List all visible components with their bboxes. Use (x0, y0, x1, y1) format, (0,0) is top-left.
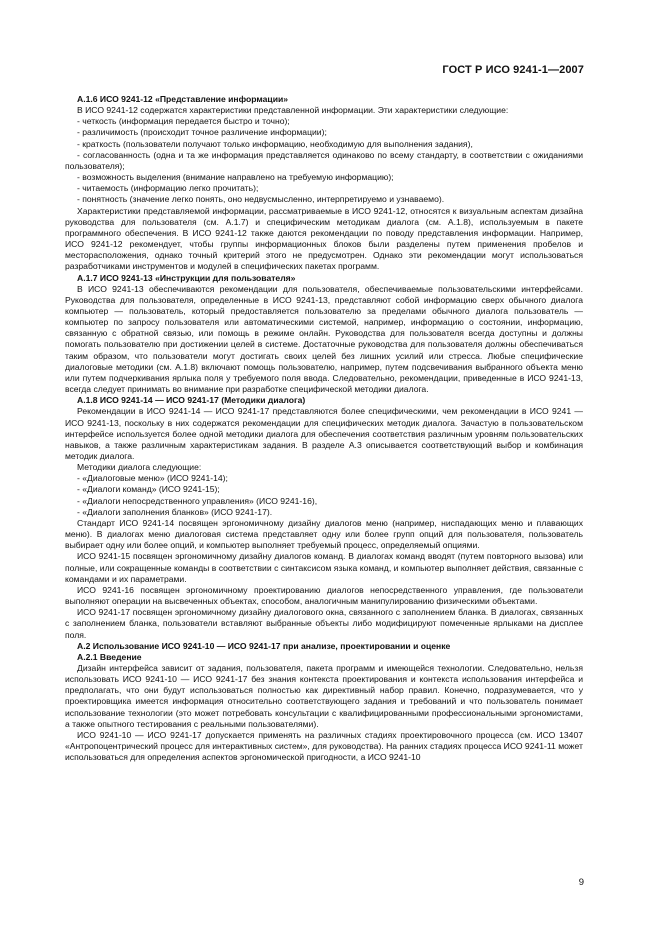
section-heading: А.2 Использование ИСО 9241-10 — ИСО 9241-17 при анализе, проектировании и оценке (77, 640, 451, 651)
list-item: - четкость (информация передается быстро и точно); (77, 116, 290, 127)
section-heading: А.1.6 ИСО 9241-12 «Представление информации» (77, 94, 289, 104)
list-item: - читаемость (информацию легко прочитать); (77, 183, 259, 194)
list-item: - различимость (происходит точное различение информации); (77, 127, 327, 138)
section-heading: А.1.7 ИСО 9241-13 «Инструкции для пользователя» (77, 272, 296, 283)
paragraph: ИСО 9241-17 посвящен эргономичному дизайну диалогового окна, связанного с заполнением бланка. В диалогах, связанных с заполнением бланка, пользователи вставляют выбранные объекты либо модифицируют помеченные ярлыками на дисплее поля. (65, 607, 583, 640)
list-item: - возможность выделения (внимание направлено на требуемую информацию); (77, 172, 394, 183)
list-item: - «Диалоги команд» (ИСО 9241-15); (77, 484, 220, 495)
paragraph: Рекомендации в ИСО 9241-14 — ИСО 9241-17 представляются более специфическими, чем рекомендации в ИСО 9241 — ИСО 9241-13, поскольку в них содержатся рекомендации для специфических методик диалога. Зачастую в пользовательском интерфейсе используется более одной методики диалога для обеспечения соответствия различным уровням пользовательских навыков, а также различным характеристикам задания. В разделе А.3 описывается соответствующий выбор и комбинация методик диалога. (65, 406, 583, 461)
paragraph: Стандарт ИСО 9241-14 посвящен эргономичному дизайну диалогов меню (например, ниспадающих меню и плавающих меню). В диалогах меню диалоговая система представляет одну или более групп опций для пользователя, пользователь выбирает одну или более опций, и компьютер выполняет требуемый процесс, определяемый опциями. (65, 517, 583, 551)
list-item: - «Диалоги заполнения бланков» (ИСО 9241-17). (77, 506, 273, 517)
document-body (65, 94, 583, 763)
section-heading: А.1.8 ИСО 9241-14 — ИСО 9241-17 (Методики диалога) (77, 395, 306, 406)
page-number: 9 (578, 877, 584, 888)
list-item: - «Диалоги непосредственного управления» (ИСО 9241-16), (77, 495, 318, 506)
paragraph: В ИСО 9241-13 обеспечиваются рекомендации для пользователя, обеспечиваемые пользовательскими интерфейсами. Руководства для пользователя, определенные в ИСО 9241-13, представляют собой информацию сверх обычного диалога компьютер — пользователь, который предоставляется пользователю за пределами обычного диалога пользователь — компьютер по запросу пользователя или автоматическими системой, например, информацию о состоянии, информацию, связанную с обратной связью, или помощь в режиме онлайн. Руководства для пользователя всегда доступны и должны помогать пользователю при достижении целей в системе. Достаточные руководства для пользователя должны обеспечиваться таким образом, что пользователи могут достигать своих целей без лишних усилий или стресса. Любые специфические диалоговые методики (см. А.1.8) включают помощь пользователю, например, путем подсвечивания выбранного объекта меню или путем подчеркивания ярлыка поля у требуемого поля ввода. Следовательно, рекомендации, приведенные в ИСО 9241-13, всегда следует принимать во внимание при разработке специфической методики диалога. (65, 283, 583, 395)
paragraph: В ИСО 9241-12 содержатся характеристики представленной информации. Эти характеристики следующие: (77, 105, 509, 116)
paragraph: ИСО 9241-15 посвящен эргономичному дизайну диалогов команд. В диалогах команд вводят (путем повторного вызова) или полные, или сокращенные команды в соответствии с синтаксисом языка команд, и компьютер выполняет действия, связанные с командами и их параметрами. (65, 551, 583, 584)
paragraph: Дизайн интерфейса зависит от задания, пользователя, пакета программ и имеющейся технологии. Следовательно, нельзя использовать ИСО 9241-10 — ИСО 9241-17 без знания контекста проектирования и контекста использования интерфейса и предполагать, что они будут использоваться полностью как директивный набор правил. Конечно, подразумевается, что у проектировщика имеется информация относительно соответствующего задания и требований и что пользователь понимает использование технологии (это может потребовать консультации с квалифицированными профессиональными эргономистами, а также опытного тестирования с реальными пользователями). (65, 662, 583, 729)
paragraph: Методики диалога следующие: (77, 462, 202, 473)
paragraph: Характеристики представляемой информации, рассматриваемые в ИСО 9241-12, относятся к визуальным аспектам дизайна руководства для пользователя (см. А.1.7) и специфическим методикам диалога (см. А.1.8), используемым в пакете программного обеспечения. В ИСО 9241-12 также даются рекомендации по поводу представления информации. Например, ИСО 9241-12 рекомендует, чтобы группы информационных блоков были разделены путем применения пробелов и месторасположения, однако точный критерий этого не предусмотрен. Однако эти рекомендации могут использоваться разработчиками инструментов и модулей в специфических пакетах программ. (65, 205, 583, 272)
list-item: - «Диалоговые меню» (ИСО 9241-14); (77, 473, 228, 484)
paragraph: ИСО 9241-16 посвящен эргономичному проектированию диалогов непосредственного управления, где пользователи выполняют операции на высвеченных объектах, способом, аналогичным манипулированию физическими объектами. (65, 584, 583, 607)
document-code-header: ГОСТ Р ИСО 9241-1—2007 (442, 64, 584, 76)
paragraph: - согласованность (одна и та же информация представляется одинаково по всему стандарту, в соответствии с ожиданиями пользователя); (65, 149, 583, 171)
paragraph: ИСО 9241-10 — ИСО 9241-17 допускается применять на различных стадиях проектировочного процесса (см. ИСО 13407 «Антропоцентрический процесс для интерактивных систем», для руководства). На ранних стадиях процесса ИСО 9241-11 может использоваться для определения аспектов эргономической пригодности, а ИСО 9241-10 (65, 729, 583, 763)
section-heading: А.2.1 Введение (77, 651, 142, 662)
list-item: - понятность (значение легко понять, оно недвусмысленно, интерпретируемо и узнаваемо). (77, 194, 445, 205)
list-item: - краткость (пользователи получают только информацию, необходимую для выполнения задания), (77, 138, 473, 149)
